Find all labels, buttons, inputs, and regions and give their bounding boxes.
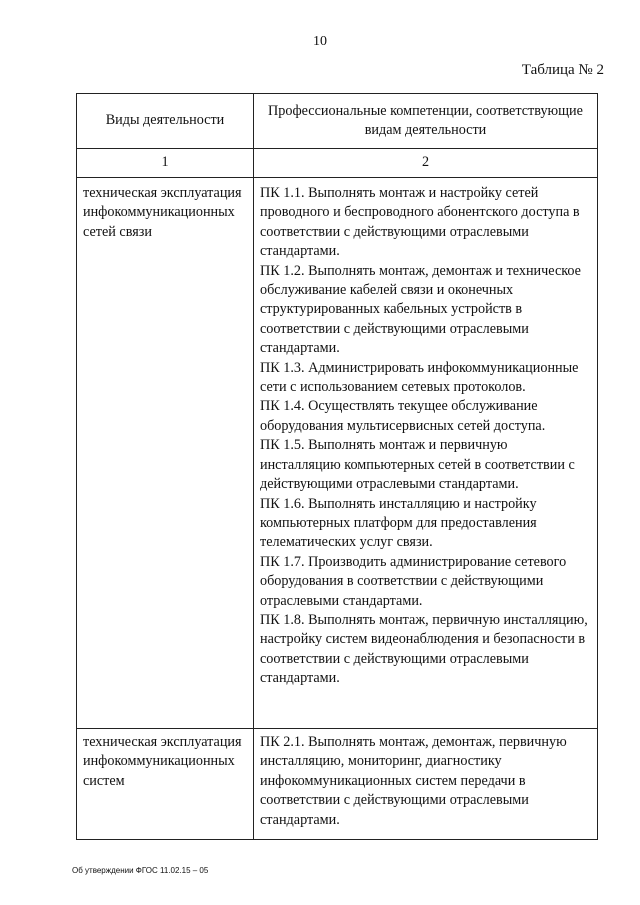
header-competencies: Профессиональные компетенции, соответствующие видам деятельности (254, 94, 598, 149)
footer-note: Об утверждении ФГОС 11.02.15 – 05 (72, 866, 209, 875)
competencies-cell (254, 729, 598, 840)
competency-item: ПК 1.8. Выполнять монтаж, первичную инсталляцию, настройку систем видеонаблюдения и безопасности в соответствии с действующими отраслевыми стандартами. (260, 611, 588, 687)
table-label: Таблица № 2 (521, 62, 604, 78)
table-row (77, 729, 598, 840)
competencies-cell (254, 178, 598, 729)
competency-item: ПК 1.2. Выполнять монтаж, демонтаж и техническое обслуживание кабелей связи и оконечных структурированных кабельных устройств в соответствии с действующими отраслевыми стандартами. (260, 262, 581, 357)
competencies-table (76, 93, 598, 840)
activity-cell: техническая эксплуатация инфокоммуникационных систем (77, 729, 254, 840)
competency-item: ПК 2.1. Выполнять монтаж, демонтаж, первичную инсталляцию, мониторинг, диагностику инфокоммуникационных систем передачи в соответствии с действующими отраслевыми стандартами. (260, 734, 567, 828)
competency-item: ПК 1.6. Выполнять инсталляцию и настройку компьютерных платформ для предоставления телематических услуг связи. (260, 495, 537, 551)
table-header-row (77, 94, 598, 149)
activity-cell: техническая эксплуатация инфокоммуникационных сетей связи (77, 178, 254, 729)
page-number: 10 (313, 34, 327, 49)
table-row (77, 178, 598, 729)
column-number-1: 1 (77, 149, 254, 178)
competency-item: ПК 1.5. Выполнять монтаж и первичную инсталляцию компьютерных сетей в соответствии с действующими отраслевыми стандартами. (260, 437, 575, 493)
header-activity: Виды деятельности (77, 94, 254, 149)
competency-item: ПК 1.3. Администрировать инфокоммуникационные сети с использованием сетевых протоколов. (260, 359, 579, 396)
column-number-2: 2 (254, 149, 598, 178)
competency-item: ПК 1.1. Выполнять монтаж и настройку сетей проводного и беспроводного абонентского доступа в соответствии с действующими отраслевыми стандартами. (260, 185, 580, 260)
column-number-row (77, 149, 598, 178)
competency-item: ПК 1.4. Осуществлять текущее обслуживание оборудования мультисервисных сетей доступа. (260, 398, 546, 434)
competency-item: ПК 1.7. Производить администрирование сетевого оборудования в соответствии с действующими отраслевыми стандартами. (260, 553, 567, 609)
